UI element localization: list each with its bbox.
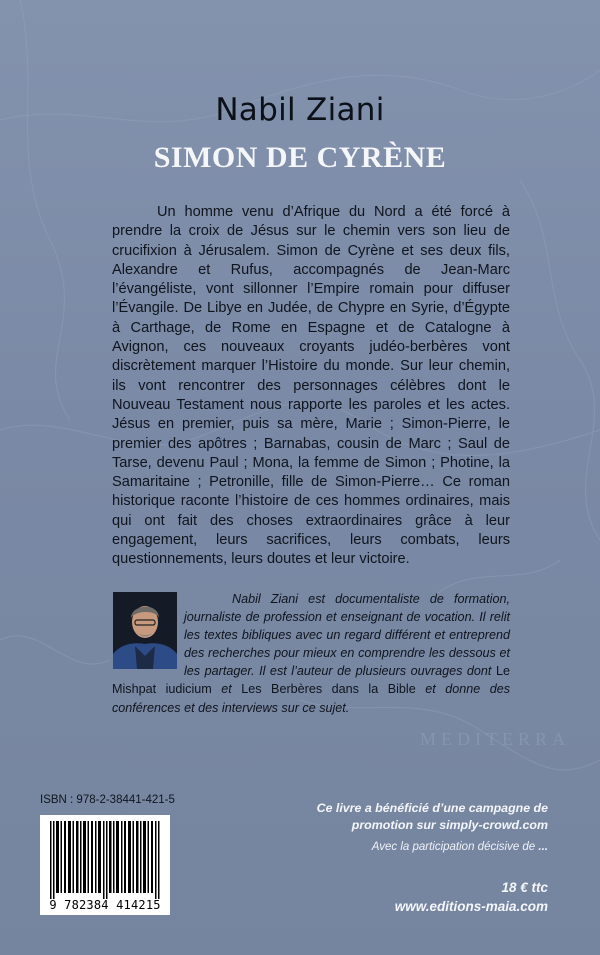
promo-text: Ce livre a bénéficié d’une campagne de promotion sur simply-crowd.com	[316, 801, 548, 832]
isbn-label: ISBN : 978-2-38441-421-5	[40, 794, 175, 806]
barcode	[40, 815, 170, 915]
map-label-decorative: MEDITERRA	[420, 729, 570, 749]
synopsis-text: Un homme venu d’Afrique du Nord a été forcé à prendre la croix de Jésus sur le chemin vers son lieu de crucifixion à Jérusalem. Simon de Cyrène et ses deux fils, Alexandre et Rufus, accompagnés de Jean-Marc l’évangéliste, vont sillonner l’Empire romain pour diffuser l’Évangile. De Libye en Judée, de Chypre en Syrie, d’Égypte à Carthage, de Rome en Espagne et de Catalogne à Avignon, ces nouveaux croyants judéo-berbères vont discrètement marquer l’Histoire du monde. Sur leur chemin, ils vont rencontrer des personnages célèbres dont le Nouveau Testament nous rapporte les paroles et les actes. Jésus en premier, puis sa mère, Marie ; Simon-Pierre, le premier des apôtres ; Barnabas, cousin de Marc ; Saul de Tarse, devenu Paul ; Mona, la femme de Simon ; Photine, la Samaritaine ; Petronille, fille de Simon-Pierre… Ce roman historique raconte l’histoire de ces hommes ordinaires, mais qui ont fait des choses extraordinaires grâce à leur engagement, leurs sacrifices, leurs combats, leurs questionnements, leurs doutes et leur victoire.	[112, 204, 510, 568]
barcode-digits: 9 782384 414215	[49, 898, 161, 912]
participation-text	[372, 841, 548, 853]
price-label: 18 € ttc	[501, 880, 548, 895]
participation-prefix: Avec la participation décisive de	[371, 841, 536, 853]
barcode-icon	[40, 815, 170, 899]
participation-suffix: ...	[538, 841, 548, 853]
author-bio	[112, 590, 510, 717]
book-title: SIMON DE CYRÈNE	[153, 141, 447, 174]
author-name: Nabil Ziani	[215, 92, 385, 128]
bio-book2: Les Berbères dans la Bible	[241, 682, 416, 697]
bio-book1: Le Mishpat iudicium	[112, 664, 510, 697]
publisher-website: www.editions-maia.com	[394, 899, 548, 914]
bio-part2: et	[221, 682, 232, 697]
bio-part1: Nabil Ziani est documentaliste de formation, journaliste de profession et enseignant de vocation. Il relit les textes bibliques avec un regard différent et entreprend des recherches pour mieux en comprendre les dessous et les partager. Il est l’auteur de plusieurs ouvrages dont	[184, 592, 510, 679]
bio-part3: et donne des conférences et des interviews sur ce sujet.	[112, 682, 510, 715]
